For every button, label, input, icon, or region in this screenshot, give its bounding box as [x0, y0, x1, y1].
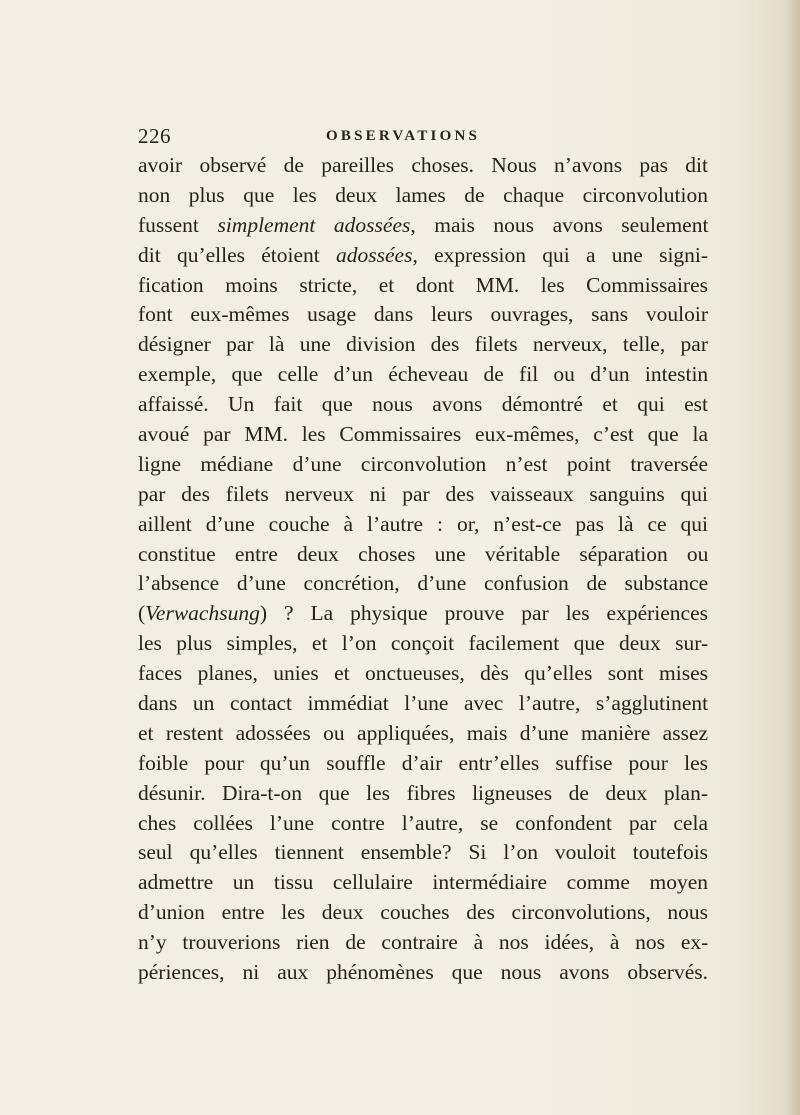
text-run: par des filets nerveux ni par des vaisseaux sanguins qui: [138, 481, 708, 506]
text-line: [138, 540, 708, 570]
text-run: faces planes, unies et onctueuses, dès qu’elles sont mises: [138, 661, 708, 686]
text-run: désigner par là une division des filets nerveux, telle, par: [138, 332, 708, 357]
text-run: font eux-mêmes usage dans leurs ouvrages, sans vouloir: [138, 302, 708, 327]
text-run: l’absence d’une concrétion, d’une confusion de substance: [138, 571, 709, 596]
text-line: [138, 868, 708, 898]
text-line: [138, 300, 708, 330]
text-run: les plus simples, et l’on conçoit facilement que deux sur-: [138, 631, 709, 656]
page-edge-shadow: [786, 0, 800, 1115]
text-line: [138, 360, 708, 390]
text-line: [138, 151, 708, 181]
text-line: [138, 838, 708, 868]
text-run: dans un contact immédiat l’une avec l’autre, s’agglutinent: [138, 691, 709, 716]
text-run: désunir. Dira-t-on que les fibres ligneuses de deux plan-: [138, 780, 708, 805]
text-run: n’y trouverions rien de contraire à nos idées, à nos ex-: [138, 930, 709, 955]
text-line: [138, 629, 708, 659]
text-run: affaissé. Un fait que nous avons démontré et qui est: [138, 392, 708, 417]
text-line: [138, 510, 708, 540]
text-line: [138, 749, 708, 779]
text-line: [138, 958, 708, 988]
italic-text: adossées: [336, 242, 413, 267]
text-run: avoué par MM. les Commissaires eux-mêmes, c’est que la: [138, 422, 708, 447]
text-line: [138, 181, 708, 211]
text-line: [138, 898, 708, 928]
text-line: [138, 271, 708, 301]
text-run: foible pour qu’un souffle d’air entr’elles suffise pour les: [138, 750, 708, 775]
text-run: constitue entre deux choses une véritable séparation ou: [138, 541, 709, 566]
text-run: exemple, que celle d’un écheveau de fil ou d’un intestin: [138, 362, 709, 387]
text-run: ligne médiane d’une circonvolution n’est point traversée: [138, 451, 708, 476]
text-line: [138, 659, 708, 689]
text-line: [138, 480, 708, 510]
text-run: fussent: [138, 212, 218, 237]
running-title: OBSERVATIONS: [326, 128, 481, 144]
page-number: 226: [138, 124, 171, 148]
text-line: [138, 390, 708, 420]
text-line: [138, 241, 708, 271]
text-run: fication moins stricte, et dont MM. les Commissaires: [138, 272, 708, 297]
text-run: aillent d’une couche à l’autre : or, n’est-ce pas là ce qui: [138, 511, 708, 536]
text-line: [138, 211, 708, 241]
text-run: , expression qui a une signi-: [412, 242, 709, 267]
text-line: [138, 809, 708, 839]
text-run: et restent adossées ou appliquées, mais d’une manière assez: [138, 720, 709, 745]
text-run: (: [138, 601, 146, 626]
text-line: [138, 420, 708, 450]
text-run: d’union entre les deux couches des circonvolutions, nous: [138, 900, 708, 925]
text-line: [138, 599, 708, 629]
text-run: périences, ni aux phénomènes que nous avons observés.: [138, 960, 708, 985]
text-line: [138, 450, 708, 480]
text-run: admettre un tissu cellulaire intermédiaire comme moyen: [138, 870, 708, 895]
text-line: [138, 719, 708, 749]
text-line: [138, 779, 708, 809]
text-line: [138, 928, 708, 958]
text-run: avoir observé de pareilles choses. Nous n’avons pas dit: [138, 153, 708, 177]
italic-text: simplement adossées: [217, 212, 411, 237]
italic-text: Verwachsung: [145, 601, 260, 626]
text-run: , mais nous avons seulement: [410, 212, 709, 237]
text-line: [138, 330, 708, 360]
text-run: seul qu’elles tiennent ensemble? Si l’on vouloit toutefois: [138, 840, 709, 865]
text-line: [138, 569, 708, 599]
text-run: ches collées l’une contre l’autre, se confondent par cela: [138, 810, 708, 835]
text-line: [138, 689, 708, 719]
body-text: [138, 151, 708, 988]
text-run: ) ? La physique prouve par les expériences: [259, 601, 708, 626]
text-run: dit qu’elles étoient: [138, 242, 337, 267]
text-run: non plus que les deux lames de chaque circonvolution: [138, 182, 708, 207]
running-head: [138, 124, 698, 150]
